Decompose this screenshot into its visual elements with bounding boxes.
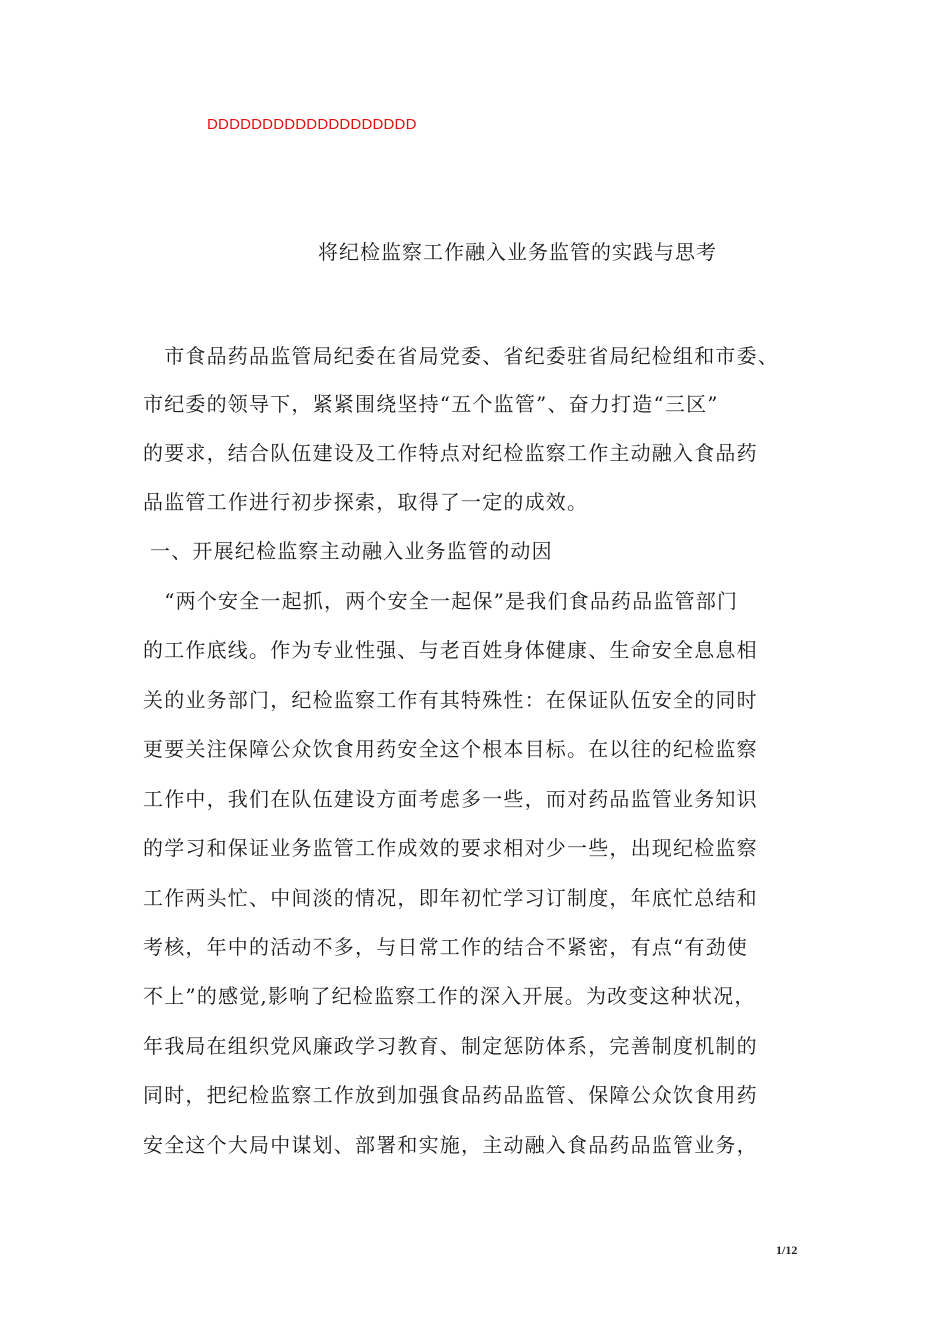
document-title: 将纪检监察工作融入业务监管的实践与思考	[318, 240, 717, 264]
page-number: 1/12	[776, 1243, 798, 1257]
body-line: 考核，年中的活动不多，与日常工作的结合不紧密，有点“有劲使	[143, 935, 749, 959]
body-line: 的工作底线。作为专业性强、与老百姓身体健康、生命安全息息相	[143, 638, 758, 662]
body-line: 市纪委的领导下，紧紧围绕坚持“五个监管”、奋力打造“三区”	[143, 392, 719, 416]
body-line: 品监管工作进行初步探索，取得了一定的成效。	[143, 490, 589, 514]
body-line: 的要求，结合队伍建设及工作特点对纪检监察工作主动融入食品药	[143, 441, 758, 465]
section-heading: 一、开展纪检监察主动融入业务监管的动因	[150, 539, 553, 563]
body-line: 关的业务部门，纪检监察工作有其特殊性：在保证队伍安全的同时	[143, 688, 758, 712]
header-code: DDDDDDDDDDDDDDDDDDD	[207, 116, 417, 133]
body-line: 市食品药品监管局纪委在省局党委、省纪委驻省局纪检组和市委、	[143, 344, 779, 368]
body-line: 的学习和保证业务监管工作成效的要求相对少一些，出现纪检监察	[143, 836, 758, 860]
body-line: 安全这个大局中谋划、部署和实施，主动融入食品药品监管业务，	[143, 1133, 758, 1157]
body-line: 不上”的感觉,影响了纪检监察工作的深入开展。为改变这种状况，	[143, 984, 756, 1008]
body-line: 工作两头忙、中间淡的情况，即年初忙学习订制度，年底忙总结和	[143, 886, 758, 910]
body-line: “两个安全一起抓，两个安全一起保”是我们食品药品监管部门	[143, 589, 739, 613]
body-line: 更要关注保障公众饮食用药安全这个根本目标。在以往的纪检监察	[143, 737, 758, 761]
body-line: 同时，把纪检监察工作放到加强食品药品监管、保障公众饮食用药	[143, 1083, 758, 1107]
body-line: 年我局在组织党风廉政学习教育、制定惩防体系，完善制度机制的	[143, 1034, 758, 1058]
body-line: 工作中，我们在队伍建设方面考虑多一些，而对药品监管业务知识	[143, 787, 758, 811]
